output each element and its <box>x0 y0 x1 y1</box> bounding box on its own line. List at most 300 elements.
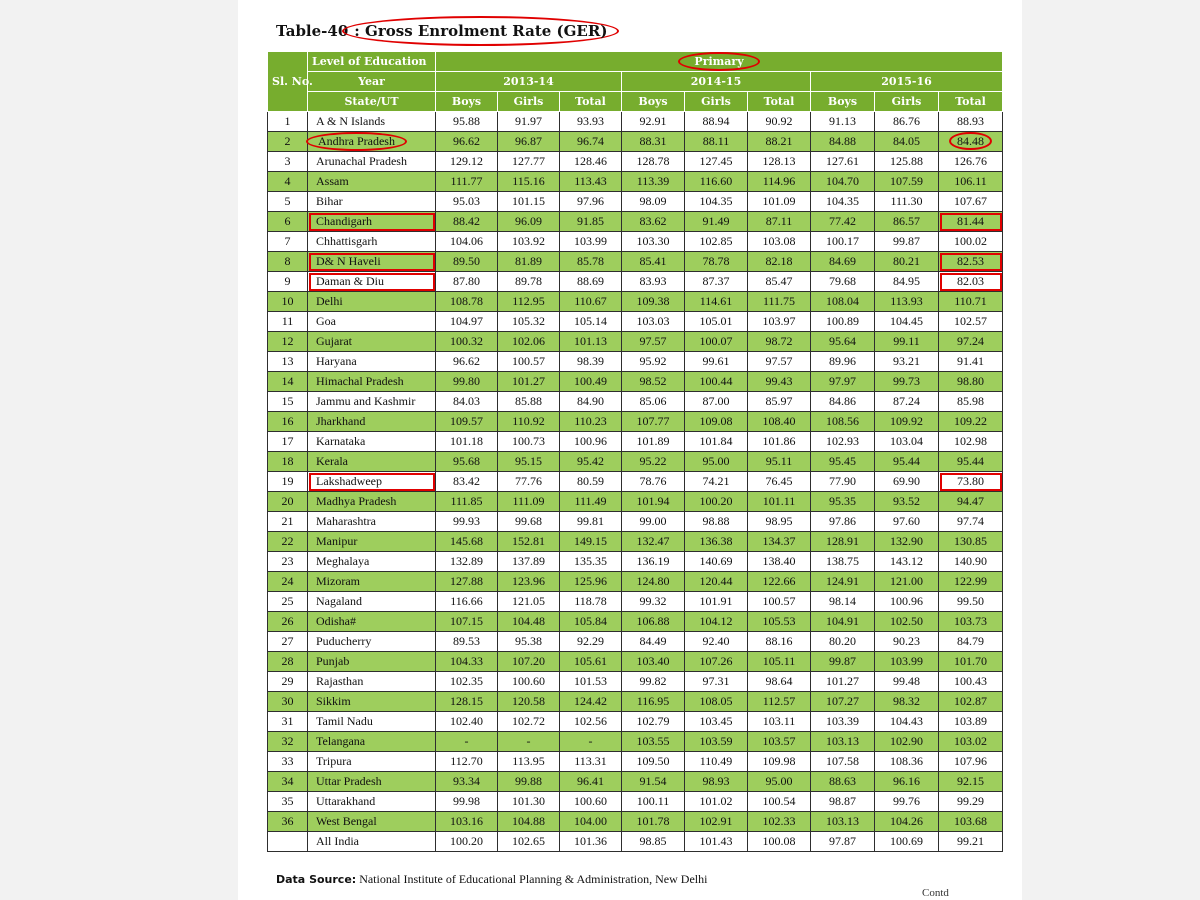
value-cell: 102.72 <box>498 712 560 732</box>
value-cell: 128.46 <box>560 152 622 172</box>
value-cell: 99.87 <box>811 652 875 672</box>
value-cell: 103.16 <box>436 812 498 832</box>
value-cell: 102.90 <box>875 732 939 752</box>
value-cell: 138.40 <box>748 552 811 572</box>
value-cell: 82.53 <box>939 252 1003 272</box>
value-cell: 105.11 <box>748 652 811 672</box>
value-cell: 95.44 <box>939 452 1003 472</box>
continued-note: Contd <box>922 887 949 899</box>
value-cell: 100.20 <box>685 492 748 512</box>
total-header: Total <box>748 92 811 112</box>
boys-header: Boys <box>622 92 685 112</box>
sl-no-cell: 35 <box>268 792 308 812</box>
value-cell: 83.93 <box>622 272 685 292</box>
value-cell: 86.76 <box>875 112 939 132</box>
value-cell: 101.11 <box>748 492 811 512</box>
sl-no-cell: 8 <box>268 252 308 272</box>
state-name-cell: Kerala <box>308 452 436 472</box>
table-row <box>268 432 1003 452</box>
table-row <box>268 272 1003 292</box>
value-cell: 80.21 <box>875 252 939 272</box>
value-cell: 122.99 <box>939 572 1003 592</box>
sl-no-cell: 7 <box>268 232 308 252</box>
table-row <box>268 212 1003 232</box>
value-cell: 103.04 <box>875 432 939 452</box>
value-cell: 98.93 <box>685 772 748 792</box>
value-cell: - <box>498 732 560 752</box>
value-cell: 80.59 <box>560 472 622 492</box>
value-cell: 101.91 <box>685 592 748 612</box>
state-name-cell: Odisha# <box>308 612 436 632</box>
table-row <box>268 792 1003 812</box>
value-cell: 134.37 <box>748 532 811 552</box>
state-name-cell: Rajasthan <box>308 672 436 692</box>
sl-no-cell: 24 <box>268 572 308 592</box>
state-name-highlight: Andhra Pradesh <box>306 132 407 151</box>
value-cell: 89.53 <box>436 632 498 652</box>
value-cell: 105.53 <box>748 612 811 632</box>
data-source-note <box>276 872 707 887</box>
value-cell: 128.78 <box>622 152 685 172</box>
level-value-header <box>436 52 1003 72</box>
value-cell: 109.08 <box>685 412 748 432</box>
value-cell: 102.35 <box>436 672 498 692</box>
value-cell: 105.84 <box>560 612 622 632</box>
value-cell: 101.27 <box>811 672 875 692</box>
value-cell: 120.44 <box>685 572 748 592</box>
value-cell: 106.88 <box>622 612 685 632</box>
state-name-cell: Daman & Diu <box>308 272 436 292</box>
value-cell: 127.45 <box>685 152 748 172</box>
value-cell: 100.96 <box>560 432 622 452</box>
value-cell: 95.64 <box>811 332 875 352</box>
state-name-cell: Manipur <box>308 532 436 552</box>
value-cell: 124.91 <box>811 572 875 592</box>
value-cell: 92.15 <box>939 772 1003 792</box>
value-cell: 126.76 <box>939 152 1003 172</box>
value-cell: 98.09 <box>622 192 685 212</box>
value-cell: 99.21 <box>939 832 1003 852</box>
value-cell: 109.22 <box>939 412 1003 432</box>
value-cell: 104.06 <box>436 232 498 252</box>
value-cell: 103.30 <box>622 232 685 252</box>
value-cell: 113.31 <box>560 752 622 772</box>
value-cell: 84.95 <box>875 272 939 292</box>
value-cell: 101.30 <box>498 792 560 812</box>
sl-no-cell: 36 <box>268 812 308 832</box>
value-cell: 85.97 <box>748 392 811 412</box>
value-cell: 110.92 <box>498 412 560 432</box>
value-cell: 83.62 <box>622 212 685 232</box>
value-cell: 132.89 <box>436 552 498 572</box>
state-name-cell: Chandigarh <box>308 212 436 232</box>
value-cell: 95.38 <box>498 632 560 652</box>
value-cell: 100.49 <box>560 372 622 392</box>
value-cell: 97.24 <box>939 332 1003 352</box>
value-cell: 107.15 <box>436 612 498 632</box>
value-cell: 100.02 <box>939 232 1003 252</box>
value-cell: 98.52 <box>622 372 685 392</box>
value-cell: 100.11 <box>622 792 685 812</box>
value-cell: 100.07 <box>685 332 748 352</box>
value-cell: 104.43 <box>875 712 939 732</box>
state-name-cell: Haryana <box>308 352 436 372</box>
table-row <box>268 492 1003 512</box>
table-title-main: : Gross Enrolment Rate (GER) <box>342 16 619 46</box>
value-cell: 96.62 <box>436 132 498 152</box>
value-cell: 100.73 <box>498 432 560 452</box>
value-cell: 111.09 <box>498 492 560 512</box>
value-cell: 99.88 <box>498 772 560 792</box>
value-cell: 102.91 <box>685 812 748 832</box>
value-cell: 88.11 <box>685 132 748 152</box>
value-cell: 95.11 <box>748 452 811 472</box>
value-cell: 100.17 <box>811 232 875 252</box>
value-cell: 103.68 <box>939 812 1003 832</box>
level-of-education-header: Level of Education <box>308 52 436 72</box>
value-cell: 103.57 <box>748 732 811 752</box>
state-name-cell: Himachal Pradesh <box>308 372 436 392</box>
value-cell: 98.88 <box>685 512 748 532</box>
value-cell: 102.50 <box>875 612 939 632</box>
value-cell: 82.18 <box>748 252 811 272</box>
total-header: Total <box>939 92 1003 112</box>
value-cell: 105.01 <box>685 312 748 332</box>
value-cell: 88.69 <box>560 272 622 292</box>
value-cell: 102.06 <box>498 332 560 352</box>
value-cell: 121.05 <box>498 592 560 612</box>
value-cell: 95.88 <box>436 112 498 132</box>
value-cell: 87.37 <box>685 272 748 292</box>
value-cell: 88.21 <box>748 132 811 152</box>
value-cell: 143.12 <box>875 552 939 572</box>
value-cell: 99.00 <box>622 512 685 532</box>
value-cell: 103.97 <box>748 312 811 332</box>
value-cell: 96.62 <box>436 352 498 372</box>
value-cell: 89.96 <box>811 352 875 372</box>
value-cell: 83.42 <box>436 472 498 492</box>
value-cell: 100.60 <box>560 792 622 812</box>
sl-no-cell: 22 <box>268 532 308 552</box>
value-cell: 92.91 <box>622 112 685 132</box>
table-row <box>268 652 1003 672</box>
table-row <box>268 692 1003 712</box>
value-cell: 84.69 <box>811 252 875 272</box>
value-cell: 132.47 <box>622 532 685 552</box>
value-cell: 87.11 <box>748 212 811 232</box>
value-cell: 101.27 <box>498 372 560 392</box>
sl-no-cell: 17 <box>268 432 308 452</box>
sl-no-cell: 14 <box>268 372 308 392</box>
value-cell: 95.92 <box>622 352 685 372</box>
value-highlight: 84.48 <box>949 132 992 150</box>
value-cell: 108.05 <box>685 692 748 712</box>
value-cell: 104.91 <box>811 612 875 632</box>
value-cell: 91.85 <box>560 212 622 232</box>
value-cell: 101.43 <box>685 832 748 852</box>
value-cell: 97.86 <box>811 512 875 532</box>
table-row <box>268 112 1003 132</box>
table-row <box>268 712 1003 732</box>
value-cell: 96.87 <box>498 132 560 152</box>
value-cell: 101.02 <box>685 792 748 812</box>
value-cell: 77.76 <box>498 472 560 492</box>
table-row <box>268 172 1003 192</box>
value-cell: 130.85 <box>939 532 1003 552</box>
value-cell: 108.56 <box>811 412 875 432</box>
sl-no-cell <box>268 832 308 852</box>
value-cell: 127.61 <box>811 152 875 172</box>
state-name-cell: Arunachal Pradesh <box>308 152 436 172</box>
value-cell: 101.13 <box>560 332 622 352</box>
value-cell: 127.77 <box>498 152 560 172</box>
value-cell: 98.72 <box>748 332 811 352</box>
value-cell: 114.61 <box>685 292 748 312</box>
value-cell: 95.22 <box>622 452 685 472</box>
value-cell: 102.40 <box>436 712 498 732</box>
sl-no-cell: 21 <box>268 512 308 532</box>
table-row <box>268 752 1003 772</box>
value-cell: 137.89 <box>498 552 560 572</box>
value-cell: 103.02 <box>939 732 1003 752</box>
table-row <box>268 552 1003 572</box>
state-name-cell: Chhattisgarh <box>308 232 436 252</box>
value-cell: 104.33 <box>436 652 498 672</box>
value-cell: 120.58 <box>498 692 560 712</box>
value-cell: 99.87 <box>875 232 939 252</box>
value-cell: 94.47 <box>939 492 1003 512</box>
value-cell: - <box>560 732 622 752</box>
value-cell: 95.03 <box>436 192 498 212</box>
state-name-cell: Nagaland <box>308 592 436 612</box>
value-cell: 136.38 <box>685 532 748 552</box>
data-source-text: National Institute of Educational Planning & Administration, New Delhi <box>356 872 708 886</box>
value-cell: 103.40 <box>622 652 685 672</box>
value-cell: 138.75 <box>811 552 875 572</box>
value-cell: 90.92 <box>748 112 811 132</box>
value-cell: 99.32 <box>622 592 685 612</box>
value-cell: 97.57 <box>622 332 685 352</box>
value-cell: 101.15 <box>498 192 560 212</box>
value-cell: 95.35 <box>811 492 875 512</box>
state-name-cell: West Bengal <box>308 812 436 832</box>
sl-no-cell: 15 <box>268 392 308 412</box>
value-cell: 95.15 <box>498 452 560 472</box>
value-cell: 108.04 <box>811 292 875 312</box>
value-cell: 102.57 <box>939 312 1003 332</box>
value-cell: 104.35 <box>685 192 748 212</box>
value-cell: 99.68 <box>498 512 560 532</box>
sl-no-cell: 27 <box>268 632 308 652</box>
sl-no-cell: 32 <box>268 732 308 752</box>
value-cell: 90.23 <box>875 632 939 652</box>
table-row <box>268 352 1003 372</box>
value-cell: 110.71 <box>939 292 1003 312</box>
boys-header: Boys <box>811 92 875 112</box>
value-cell: 97.60 <box>875 512 939 532</box>
value-cell: 85.47 <box>748 272 811 292</box>
value-cell: 99.29 <box>939 792 1003 812</box>
value-cell: 96.41 <box>560 772 622 792</box>
value-cell: 110.49 <box>685 752 748 772</box>
value-cell: 101.18 <box>436 432 498 452</box>
year-2013-14-header: 2013-14 <box>436 72 622 92</box>
value-cell: 99.43 <box>748 372 811 392</box>
value-cell: 103.59 <box>685 732 748 752</box>
value-cell: 116.95 <box>622 692 685 712</box>
value-cell <box>939 132 1003 152</box>
value-cell: 109.92 <box>875 412 939 432</box>
sl-no-cell: 28 <box>268 652 308 672</box>
value-cell: 125.96 <box>560 572 622 592</box>
value-cell: 84.79 <box>939 632 1003 652</box>
sl-no-header: Sl. No. <box>268 52 308 112</box>
value-cell: 98.14 <box>811 592 875 612</box>
value-cell: 104.00 <box>560 812 622 832</box>
sl-no-cell: 11 <box>268 312 308 332</box>
value-cell: 112.57 <box>748 692 811 712</box>
value-cell: 100.20 <box>436 832 498 852</box>
value-cell: 103.13 <box>811 812 875 832</box>
value-cell: 107.67 <box>939 192 1003 212</box>
value-cell: 84.90 <box>560 392 622 412</box>
value-cell: 88.16 <box>748 632 811 652</box>
value-cell: 104.35 <box>811 192 875 212</box>
value-cell: 104.26 <box>875 812 939 832</box>
value-cell: 88.31 <box>622 132 685 152</box>
value-cell: 99.76 <box>875 792 939 812</box>
value-cell: 98.87 <box>811 792 875 812</box>
value-cell: 92.29 <box>560 632 622 652</box>
value-cell: 76.45 <box>748 472 811 492</box>
table-row <box>268 732 1003 752</box>
value-cell: 88.93 <box>939 112 1003 132</box>
table-row <box>268 332 1003 352</box>
table-row <box>268 412 1003 432</box>
state-name-cell: A & N Islands <box>308 112 436 132</box>
value-cell: 100.89 <box>811 312 875 332</box>
value-cell: 101.86 <box>748 432 811 452</box>
value-cell: 116.60 <box>685 172 748 192</box>
table-row <box>268 472 1003 492</box>
value-cell: 100.57 <box>748 592 811 612</box>
value-cell: 95.42 <box>560 452 622 472</box>
table-row <box>268 192 1003 212</box>
value-cell: 109.57 <box>436 412 498 432</box>
value-cell: 98.64 <box>748 672 811 692</box>
value-cell: 96.16 <box>875 772 939 792</box>
value-cell: 87.80 <box>436 272 498 292</box>
table-row <box>268 532 1003 552</box>
sl-no-cell: 25 <box>268 592 308 612</box>
value-cell: 110.23 <box>560 412 622 432</box>
value-cell: 113.43 <box>560 172 622 192</box>
value-cell: 91.41 <box>939 352 1003 372</box>
value-cell: 111.85 <box>436 492 498 512</box>
value-cell: 103.13 <box>811 732 875 752</box>
value-cell: 91.13 <box>811 112 875 132</box>
value-cell: 102.85 <box>685 232 748 252</box>
value-cell: 111.75 <box>748 292 811 312</box>
table-row <box>268 252 1003 272</box>
value-cell: 80.20 <box>811 632 875 652</box>
value-cell: 110.67 <box>560 292 622 312</box>
state-name-cell: Bihar <box>308 192 436 212</box>
value-cell: 95.00 <box>685 452 748 472</box>
value-cell: 73.80 <box>939 472 1003 492</box>
value-cell: 101.78 <box>622 812 685 832</box>
value-cell: 114.96 <box>748 172 811 192</box>
state-name-cell <box>308 132 436 152</box>
table-row <box>268 452 1003 472</box>
year-2014-15-header: 2014-15 <box>622 72 811 92</box>
value-cell: 115.16 <box>498 172 560 192</box>
value-cell: 104.70 <box>811 172 875 192</box>
value-cell: 109.38 <box>622 292 685 312</box>
value-cell: 99.11 <box>875 332 939 352</box>
value-cell: 69.90 <box>875 472 939 492</box>
data-source-label: Data Source: <box>276 873 357 886</box>
value-cell: 103.99 <box>875 652 939 672</box>
value-cell: 105.61 <box>560 652 622 672</box>
value-cell: 99.93 <box>436 512 498 532</box>
value-cell: 111.49 <box>560 492 622 512</box>
value-cell: 111.30 <box>875 192 939 212</box>
value-cell: 84.05 <box>875 132 939 152</box>
sl-no-cell: 16 <box>268 412 308 432</box>
value-cell: 122.66 <box>748 572 811 592</box>
value-cell: 84.03 <box>436 392 498 412</box>
value-cell: 103.99 <box>560 232 622 252</box>
value-cell: 100.08 <box>748 832 811 852</box>
value-cell: 97.57 <box>748 352 811 372</box>
state-name-cell: Telangana <box>308 732 436 752</box>
value-cell: 86.57 <box>875 212 939 232</box>
value-cell: 107.20 <box>498 652 560 672</box>
value-cell: 135.35 <box>560 552 622 572</box>
table-row <box>268 372 1003 392</box>
value-cell: 85.41 <box>622 252 685 272</box>
table-row <box>268 812 1003 832</box>
value-cell: 132.90 <box>875 532 939 552</box>
sl-no-cell: 31 <box>268 712 308 732</box>
value-cell: 116.66 <box>436 592 498 612</box>
value-cell: 84.86 <box>811 392 875 412</box>
value-cell: 84.49 <box>622 632 685 652</box>
value-cell: 108.78 <box>436 292 498 312</box>
value-cell: 118.78 <box>560 592 622 612</box>
all-india-label: All India <box>308 832 436 852</box>
value-cell: 99.73 <box>875 372 939 392</box>
value-cell: 152.81 <box>498 532 560 552</box>
girls-header: Girls <box>875 92 939 112</box>
sl-no-cell: 1 <box>268 112 308 132</box>
value-cell: 112.95 <box>498 292 560 312</box>
state-name-cell: Jharkhand <box>308 412 436 432</box>
value-cell: 98.80 <box>939 372 1003 392</box>
state-name-cell: Puducherry <box>308 632 436 652</box>
value-cell: 88.42 <box>436 212 498 232</box>
table-row <box>268 232 1003 252</box>
value-cell: 103.39 <box>811 712 875 732</box>
table-row <box>268 612 1003 632</box>
value-cell: 103.11 <box>748 712 811 732</box>
value-cell: 128.91 <box>811 532 875 552</box>
value-cell: 102.87 <box>939 692 1003 712</box>
value-cell: 124.80 <box>622 572 685 592</box>
value-cell: 95.45 <box>811 452 875 472</box>
table-title <box>276 22 619 40</box>
